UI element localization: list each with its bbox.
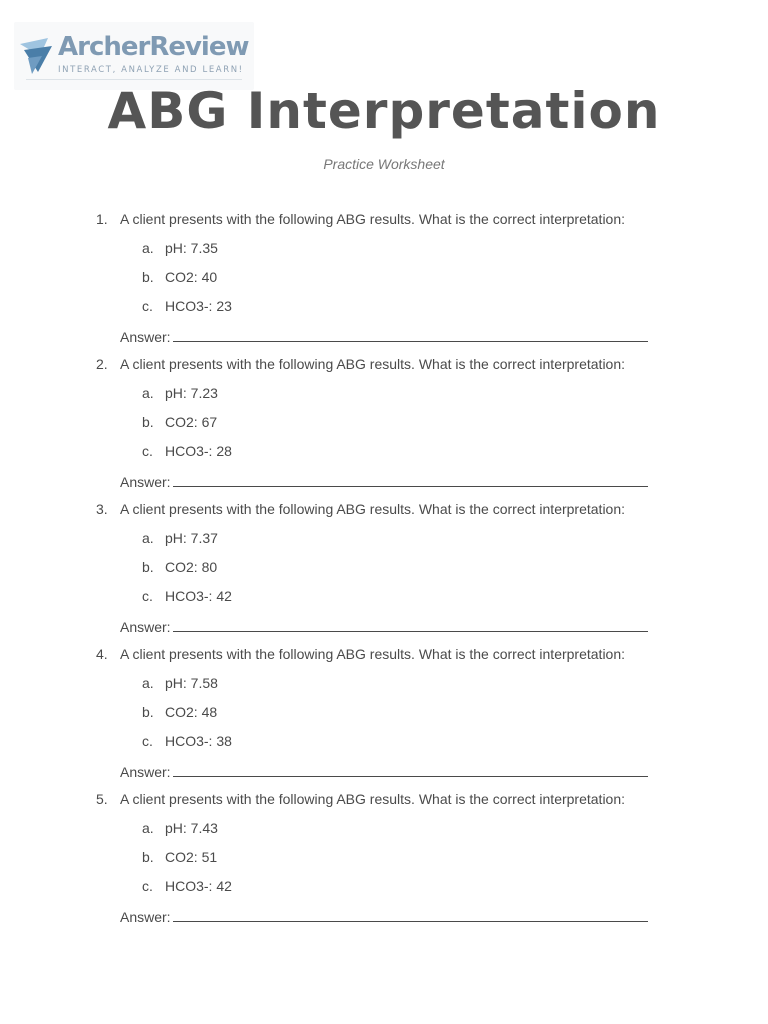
question-number: 1.: [96, 211, 108, 227]
answer-label: Answer:: [120, 619, 171, 635]
answer-field[interactable]: [120, 762, 648, 780]
option-letter: b.: [142, 414, 154, 430]
question-text: A client presents with the following ABG results. What is the correct interpretation:: [120, 501, 626, 517]
option-value: pH: 7.35: [165, 240, 218, 256]
option-letter: b.: [142, 269, 154, 285]
logo-wordmark: ArcherReview: [58, 32, 249, 62]
question-text: A client presents with the following ABG results. What is the correct interpretation:: [120, 356, 626, 372]
option-value: CO2: 40: [165, 269, 218, 285]
question-number: 2.: [96, 356, 108, 372]
question-number: 5.: [96, 791, 108, 807]
option-value: HCO3-: 23: [165, 298, 232, 314]
question-text: A client presents with the following ABG results. What is the correct interpretation:: [120, 646, 626, 662]
question-text: A client presents with the following ABG results. What is the correct interpretation:: [120, 211, 626, 227]
answer-blank-line[interactable]: [173, 907, 648, 922]
answer-blank-line[interactable]: [173, 327, 648, 342]
question-item: [0, 202, 768, 347]
option-letter: c.: [142, 443, 153, 459]
option-value: HCO3-: 42: [165, 588, 232, 604]
option-value: pH: 7.23: [165, 385, 218, 401]
answer-label: Answer:: [120, 474, 171, 490]
option-letter: a.: [142, 385, 154, 401]
answer-label: Answer:: [120, 329, 171, 345]
option-letter: b.: [142, 849, 154, 865]
option-value: pH: 7.43: [165, 820, 218, 836]
option-letter: b.: [142, 704, 154, 720]
option-letter: c.: [142, 878, 153, 894]
option-value: pH: 7.37: [165, 530, 218, 546]
answer-blank-line[interactable]: [173, 762, 648, 777]
question-number: 3.: [96, 501, 108, 517]
option-value: pH: 7.58: [165, 675, 218, 691]
option-letter: a.: [142, 530, 154, 546]
option-letter: b.: [142, 559, 154, 575]
option-value: CO2: 80: [165, 559, 218, 575]
option-letter: c.: [142, 588, 153, 604]
answer-field[interactable]: [120, 327, 648, 345]
question-number: 4.: [96, 646, 108, 662]
bird-wing-icon: [18, 36, 56, 76]
answer-label: Answer:: [120, 764, 171, 780]
page-title: ABG Interpretation: [107, 82, 661, 140]
option-value: CO2: 48: [165, 704, 218, 720]
option-value: HCO3-: 28: [165, 443, 232, 459]
question-item: [0, 637, 768, 782]
option-value: HCO3-: 42: [165, 878, 232, 894]
option-value: CO2: 67: [165, 414, 218, 430]
question-list: [0, 202, 768, 927]
option-letter: a.: [142, 820, 154, 836]
answer-field[interactable]: [120, 472, 648, 490]
logo-tagline: INTERACT, ANALYZE AND LEARN!: [58, 65, 244, 75]
option-letter: a.: [142, 675, 154, 691]
option-value: CO2: 51: [165, 849, 218, 865]
archer-review-logo: [14, 22, 254, 90]
answer-field[interactable]: [120, 907, 648, 925]
question-item: [0, 347, 768, 492]
option-letter: a.: [142, 240, 154, 256]
answer-field[interactable]: [120, 617, 648, 635]
option-letter: c.: [142, 298, 153, 314]
page-subtitle: Practice Worksheet: [323, 156, 445, 172]
option-value: HCO3-: 38: [165, 733, 232, 749]
question-text: A client presents with the following ABG results. What is the correct interpretation:: [120, 791, 626, 807]
answer-label: Answer:: [120, 909, 171, 925]
answer-blank-line[interactable]: [173, 472, 648, 487]
question-item: [0, 782, 768, 927]
answer-blank-line[interactable]: [173, 617, 648, 632]
question-item: [0, 492, 768, 637]
logo-divider: [26, 79, 242, 80]
option-letter: c.: [142, 733, 153, 749]
